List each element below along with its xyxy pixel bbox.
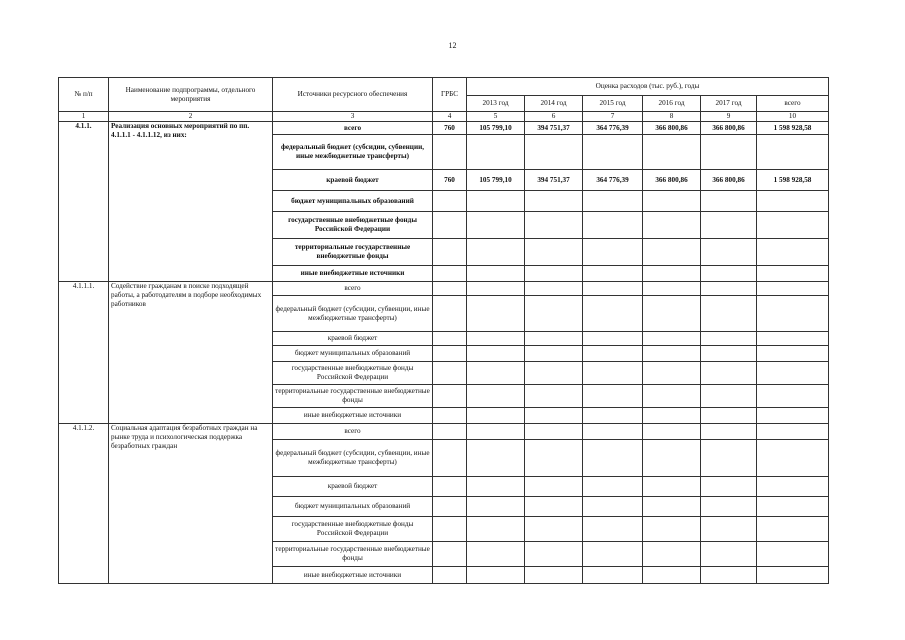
header-year: 2015 год	[583, 96, 643, 112]
funding-source: территориальные государственные внебюджетные фонды	[273, 385, 433, 408]
year-value	[583, 239, 643, 266]
total-value	[757, 282, 829, 296]
total-value	[757, 497, 829, 517]
year-value	[583, 424, 643, 440]
grbs-code	[433, 408, 467, 424]
page-number: 12	[448, 41, 457, 50]
column-number-row	[59, 112, 829, 122]
year-value	[583, 385, 643, 408]
col-number: 8	[643, 112, 701, 122]
expense-table	[58, 77, 829, 584]
funding-source: федеральный бюджет (субсидии, субвенции, иные межбюджетные трансферты)	[273, 296, 433, 332]
year-value	[467, 440, 525, 477]
header-estimate: Оценка расходов (тыс. руб.), годы	[467, 78, 829, 96]
total-value	[757, 477, 829, 497]
funding-source: территориальные государственные внебюджетные фонды	[273, 239, 433, 266]
item-number: 4.1.1.	[59, 122, 109, 282]
year-value	[701, 477, 757, 497]
year-value	[467, 477, 525, 497]
funding-source: краевой бюджет	[273, 170, 433, 191]
year-value	[643, 567, 701, 584]
year-value	[643, 266, 701, 282]
year-value	[583, 440, 643, 477]
year-value	[701, 424, 757, 440]
year-value	[525, 424, 583, 440]
year-value	[701, 517, 757, 542]
grbs-code	[433, 497, 467, 517]
funding-source: федеральный бюджет (субсидии, субвенции, иные межбюджетные трансферты)	[273, 135, 433, 170]
year-value: 366 800,86	[701, 170, 757, 191]
grbs-code: 760	[433, 170, 467, 191]
col-number: 6	[525, 112, 583, 122]
col-number: 4	[433, 112, 467, 122]
year-value	[583, 282, 643, 296]
col-number: 5	[467, 112, 525, 122]
col-number: 1	[59, 112, 109, 122]
grbs-code	[433, 212, 467, 239]
year-value	[643, 296, 701, 332]
year-value	[583, 567, 643, 584]
year-value	[643, 135, 701, 170]
year-value	[467, 332, 525, 346]
funding-source: всего	[273, 282, 433, 296]
year-value	[643, 239, 701, 266]
year-value	[701, 135, 757, 170]
funding-source: краевой бюджет	[273, 477, 433, 497]
year-value: 364 776,39	[583, 170, 643, 191]
grbs-code	[433, 282, 467, 296]
total-value	[757, 424, 829, 440]
year-value	[525, 385, 583, 408]
year-value	[643, 424, 701, 440]
year-value: 366 800,86	[643, 170, 701, 191]
col-number: 10	[757, 112, 829, 122]
header-year: 2013 год	[467, 96, 525, 112]
year-value: 394 751,37	[525, 122, 583, 135]
header-num: № п/п	[59, 78, 109, 112]
year-value	[525, 517, 583, 542]
year-value	[525, 408, 583, 424]
year-value	[583, 362, 643, 385]
item-name: Социальная адаптация безработных граждан на рынке труда и психологическая поддержка безработных граждан	[109, 424, 273, 584]
funding-source: бюджет муниципальных образований	[273, 497, 433, 517]
total-value	[757, 266, 829, 282]
year-value	[643, 385, 701, 408]
year-value	[467, 239, 525, 266]
year-value	[525, 212, 583, 239]
total-value	[757, 296, 829, 332]
funding-source: краевой бюджет	[273, 332, 433, 346]
header-grbs: ГРБС	[433, 78, 467, 112]
year-value	[467, 346, 525, 362]
year-value	[701, 239, 757, 266]
total-value	[757, 408, 829, 424]
year-value	[467, 282, 525, 296]
year-value	[525, 346, 583, 362]
year-value	[643, 497, 701, 517]
total-value	[757, 191, 829, 212]
year-value	[467, 567, 525, 584]
funding-source: государственные внебюджетные фонды Российской Федерации	[273, 212, 433, 239]
grbs-code	[433, 346, 467, 362]
year-value	[467, 517, 525, 542]
grbs-code	[433, 362, 467, 385]
year-value	[583, 408, 643, 424]
year-value	[583, 266, 643, 282]
year-value	[583, 497, 643, 517]
col-number: 7	[583, 112, 643, 122]
year-value	[643, 542, 701, 567]
year-value	[583, 296, 643, 332]
year-value	[525, 239, 583, 266]
year-value	[525, 440, 583, 477]
funding-source: иные внебюджетные источники	[273, 266, 433, 282]
year-value	[583, 346, 643, 362]
year-value	[643, 282, 701, 296]
grbs-code	[433, 424, 467, 440]
year-value	[583, 517, 643, 542]
total-value	[757, 542, 829, 567]
table-row	[59, 282, 829, 296]
grbs-code	[433, 385, 467, 408]
year-value	[701, 408, 757, 424]
year-value	[467, 408, 525, 424]
grbs-code	[433, 440, 467, 477]
year-value	[643, 477, 701, 497]
grbs-code	[433, 239, 467, 266]
year-value	[467, 212, 525, 239]
col-number: 3	[273, 112, 433, 122]
total-value	[757, 239, 829, 266]
year-value	[643, 517, 701, 542]
funding-source: федеральный бюджет (субсидии, субвенции, иные межбюджетные трансферты)	[273, 440, 433, 477]
year-value	[525, 266, 583, 282]
year-value	[701, 191, 757, 212]
year-value	[525, 191, 583, 212]
year-value	[643, 346, 701, 362]
funding-source: бюджет муниципальных образований	[273, 191, 433, 212]
year-value	[701, 212, 757, 239]
table-row	[59, 424, 829, 440]
table-row	[59, 122, 829, 135]
year-value	[467, 424, 525, 440]
year-value: 105 799,10	[467, 170, 525, 191]
col-number: 2	[109, 112, 273, 122]
year-value	[467, 266, 525, 282]
year-value	[701, 542, 757, 567]
year-value	[525, 497, 583, 517]
grbs-code	[433, 332, 467, 346]
year-value	[643, 212, 701, 239]
year-value	[643, 332, 701, 346]
year-value	[701, 497, 757, 517]
year-value	[701, 296, 757, 332]
year-value	[525, 567, 583, 584]
year-value	[525, 296, 583, 332]
item-number: 4.1.1.2.	[59, 424, 109, 584]
year-value	[583, 332, 643, 346]
header-year: 2014 год	[525, 96, 583, 112]
grbs-code	[433, 567, 467, 584]
year-value	[701, 266, 757, 282]
grbs-code	[433, 477, 467, 497]
year-value	[467, 296, 525, 332]
year-value	[583, 542, 643, 567]
year-value	[583, 477, 643, 497]
total-value: 1 598 928,58	[757, 122, 829, 135]
year-value	[643, 191, 701, 212]
year-value	[701, 567, 757, 584]
total-value	[757, 440, 829, 477]
year-value	[583, 135, 643, 170]
year-value	[467, 191, 525, 212]
year-value	[643, 408, 701, 424]
year-value: 394 751,37	[525, 170, 583, 191]
year-value	[467, 135, 525, 170]
funding-source: всего	[273, 424, 433, 440]
item-name: Содействие гражданам в поиске подходящей работы, а работодателям в подборе необходимых работников	[109, 282, 273, 424]
item-number: 4.1.1.1.	[59, 282, 109, 424]
year-value: 366 800,86	[643, 122, 701, 135]
total-value	[757, 135, 829, 170]
year-value: 366 800,86	[701, 122, 757, 135]
year-value	[701, 362, 757, 385]
item-name: Реализация основных мероприятий по пп. 4.1.1.1 - 4.1.1.12, из них:	[109, 122, 273, 282]
funding-source: всего	[273, 122, 433, 135]
year-value: 364 776,39	[583, 122, 643, 135]
year-value	[701, 385, 757, 408]
year-value	[525, 477, 583, 497]
header-sources: Источники ресурсного обеспечения	[273, 78, 433, 112]
year-value	[525, 282, 583, 296]
year-value	[525, 135, 583, 170]
funding-source: иные внебюджетные источники	[273, 567, 433, 584]
year-value	[467, 362, 525, 385]
year-value	[525, 362, 583, 385]
header-total: всего	[757, 96, 829, 112]
funding-source: территориальные государственные внебюджетные фонды	[273, 542, 433, 567]
year-value	[701, 282, 757, 296]
year-value	[701, 346, 757, 362]
year-value	[701, 440, 757, 477]
grbs-code	[433, 266, 467, 282]
total-value	[757, 212, 829, 239]
funding-source: государственные внебюджетные фонды Российской Федерации	[273, 362, 433, 385]
total-value	[757, 362, 829, 385]
funding-source: бюджет муниципальных образований	[273, 346, 433, 362]
col-number: 9	[701, 112, 757, 122]
grbs-code: 760	[433, 122, 467, 135]
total-value	[757, 346, 829, 362]
year-value	[467, 385, 525, 408]
total-value	[757, 385, 829, 408]
header-year: 2016 год	[643, 96, 701, 112]
grbs-code	[433, 296, 467, 332]
total-value	[757, 517, 829, 542]
year-value	[583, 191, 643, 212]
grbs-code	[433, 191, 467, 212]
grbs-code	[433, 517, 467, 542]
year-value	[583, 212, 643, 239]
year-value	[701, 332, 757, 346]
year-value	[525, 332, 583, 346]
year-value	[643, 440, 701, 477]
grbs-code	[433, 542, 467, 567]
total-value: 1 598 928,58	[757, 170, 829, 191]
funding-source: государственные внебюджетные фонды Российской Федерации	[273, 517, 433, 542]
year-value	[467, 497, 525, 517]
year-value	[643, 362, 701, 385]
header-year: 2017 год	[701, 96, 757, 112]
grbs-code	[433, 135, 467, 170]
header-name: Наименование подпрограммы, отдельного мероприятия	[109, 78, 273, 112]
year-value	[525, 542, 583, 567]
total-value	[757, 567, 829, 584]
funding-source: иные внебюджетные источники	[273, 408, 433, 424]
year-value	[467, 542, 525, 567]
total-value	[757, 332, 829, 346]
year-value: 105 799,10	[467, 122, 525, 135]
